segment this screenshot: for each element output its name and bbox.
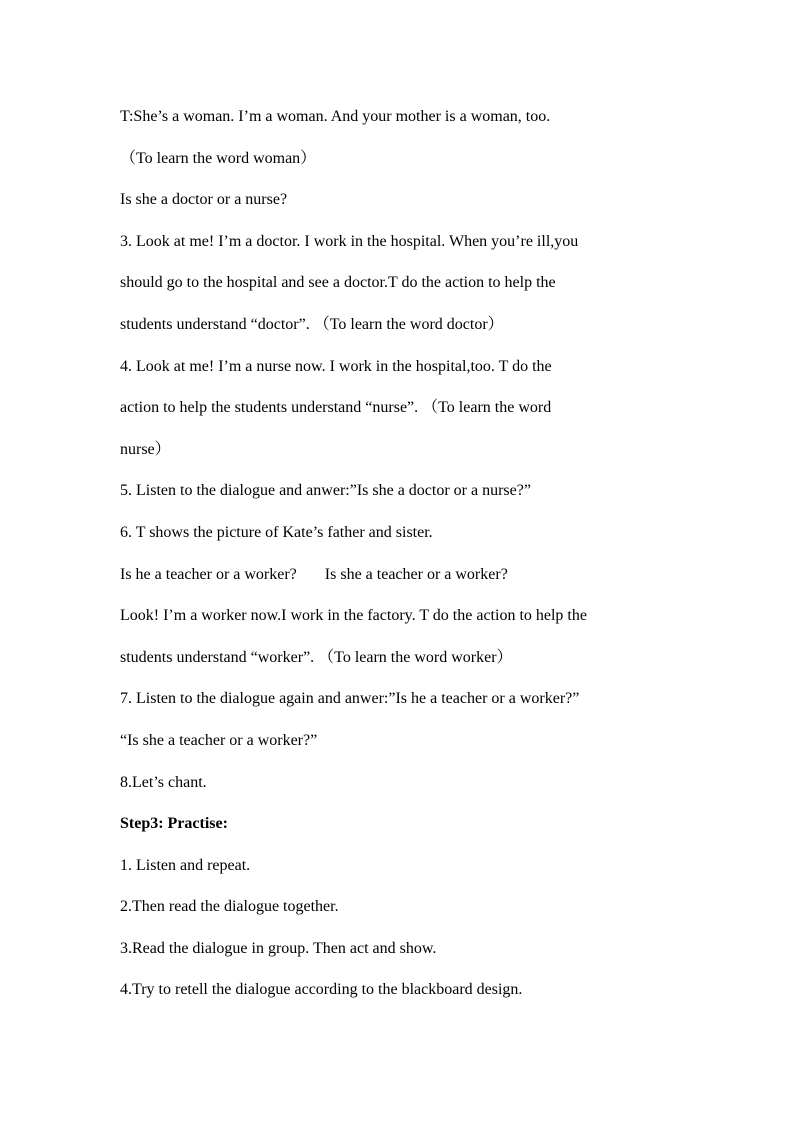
text-line: （To learn the word woman） [120, 149, 317, 167]
text-line: students understand “worker”. （To learn the word worker） [120, 648, 513, 666]
document-body [120, 100, 680, 1015]
question-pair-line [120, 558, 680, 600]
question-she: Is she a teacher or a worker? [324, 565, 508, 583]
text-line: 8.Let’s chant. [120, 773, 207, 791]
text-line: 5. Listen to the dialogue and anwer:”Is she a doctor or a nurse?” [120, 482, 531, 500]
text-line: 2.Then read the dialogue together. [120, 898, 339, 916]
text-line: 7. Listen to the dialogue again and anwer:”Is he a teacher or a worker?” [120, 690, 580, 708]
text-line: Is she a doctor or a nurse? [120, 191, 288, 209]
text-line: 3.Read the dialogue in group. Then act and show. [120, 939, 437, 957]
text-line: 4. Look at me! I’m a nurse now. I work in the hospital,too. T do the [120, 357, 552, 375]
text-line: 1. Listen and repeat. [120, 856, 251, 874]
text-line: 4.Try to retell the dialogue according to the blackboard design. [120, 981, 523, 999]
text-line: Look! I’m a worker now.I work in the factory. T do the action to help the [120, 607, 587, 625]
text-line: students understand “doctor”. （To learn the word doctor） [120, 315, 504, 333]
text-line: nurse） [120, 440, 171, 458]
question-he: Is he a teacher or a worker? [120, 565, 297, 583]
text-line: action to help the students understand “nurse”. （To learn the word [120, 399, 552, 417]
text-line: 3. Look at me! I’m a doctor. I work in the hospital. When you’re ill,you [120, 232, 579, 250]
text-line: should go to the hospital and see a doctor.T do the action to help the [120, 274, 556, 292]
text-line: T:She’s a woman. I’m a woman. And your mother is a woman, too. [120, 108, 551, 125]
text-line: 6. T shows the picture of Kate’s father and sister. [120, 523, 433, 541]
section-heading: Step3: Practise: [120, 815, 228, 833]
text-line: “Is she a teacher or a worker?” [120, 731, 318, 749]
